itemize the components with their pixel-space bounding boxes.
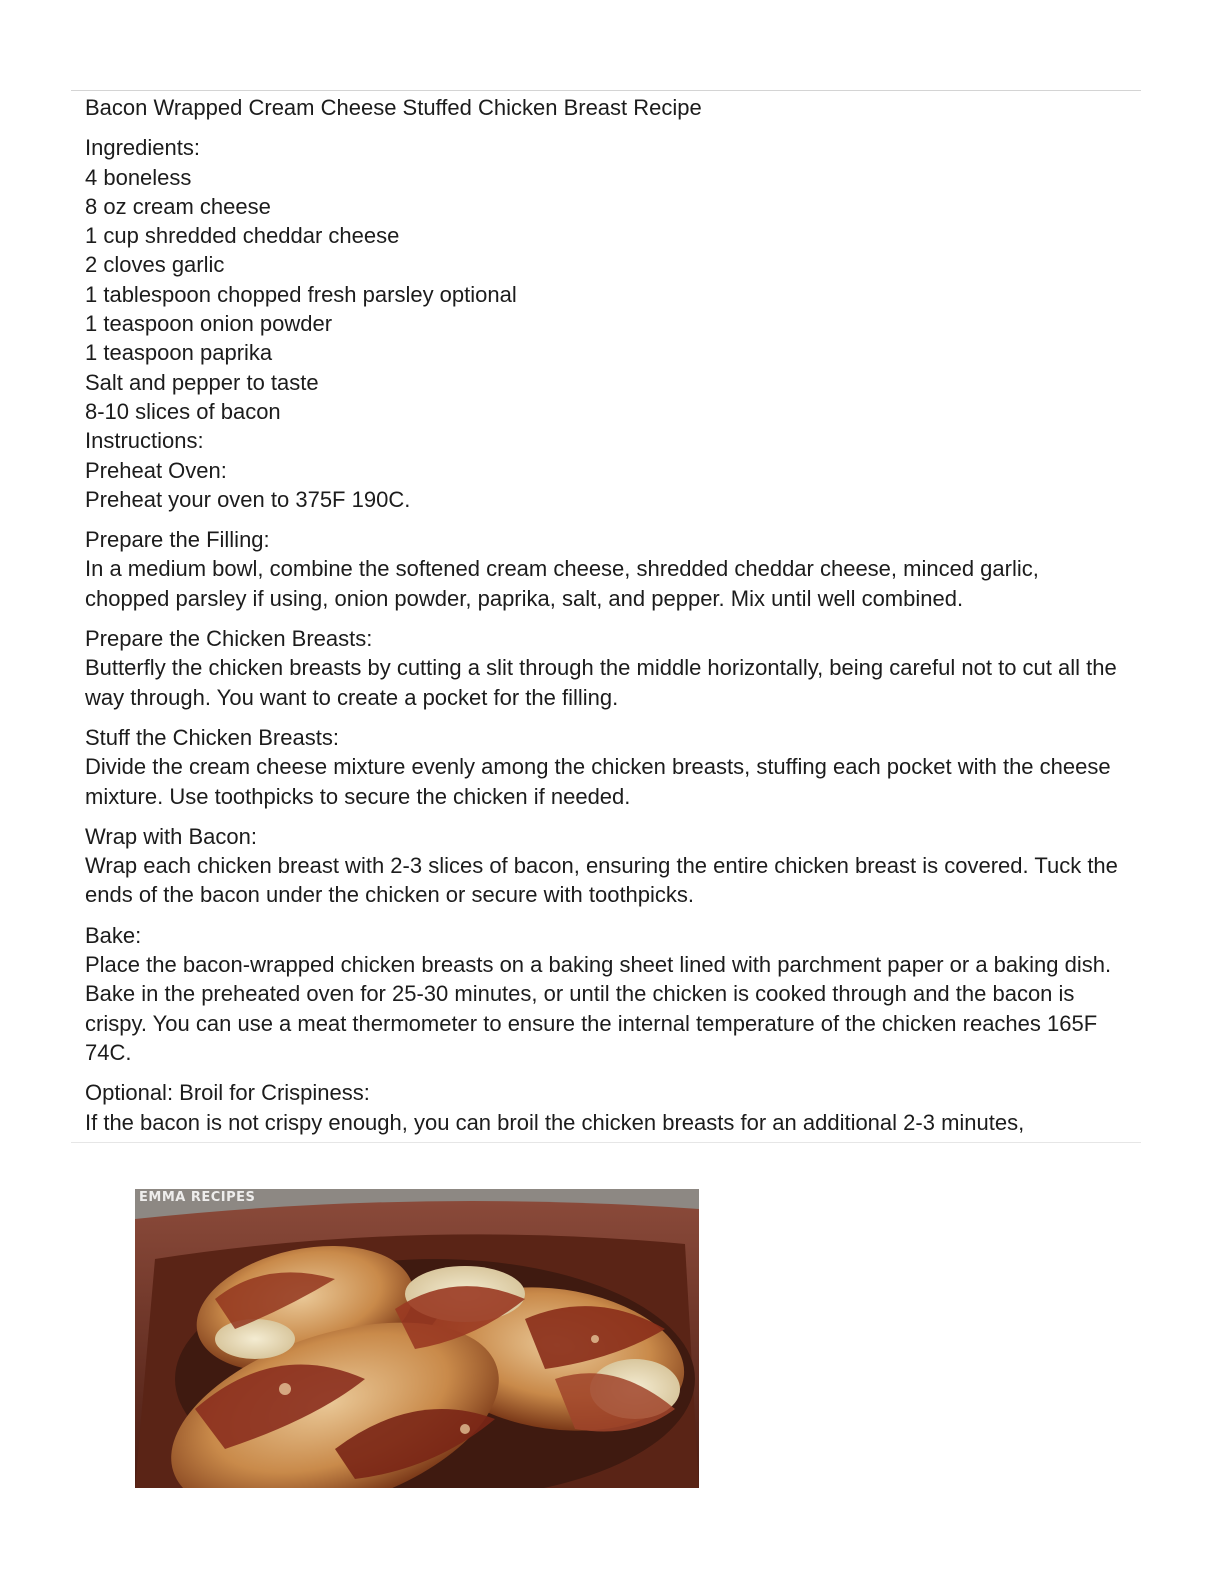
instructions-heading: Instructions: [85, 428, 204, 454]
ingredient-item: 1 teaspoon onion powder [85, 311, 333, 337]
step-bake [85, 921, 1127, 1067]
ingredient-item: 8-10 slices of bacon [85, 398, 281, 424]
step-stuff-chicken [85, 723, 1127, 811]
step-body: Divide the cream cheese mixture evenly among the chicken breasts, stuffing each pocket with the cheese mixture. Use toothpicks to secure the chicken if needed. [85, 754, 1111, 809]
step-preheat [85, 456, 1127, 515]
ingredient-item: Salt and pepper to taste [85, 369, 319, 395]
step-heading: Prepare the Chicken Breasts: [85, 626, 373, 652]
step-heading: Preheat Oven: [85, 457, 227, 483]
ingredient-item: 1 teaspoon paprika [85, 340, 273, 366]
step-wrap-bacon [85, 822, 1127, 910]
ingredient-item: 4 boneless [85, 164, 192, 190]
recipe-photo [135, 1189, 699, 1488]
bacon-chicken-illustration [135, 1189, 699, 1488]
step-broil [85, 1078, 1127, 1137]
step-body: If the bacon is not crispy enough, you can broil the chicken breasts for an additional 2-3 minutes, [85, 1109, 1025, 1135]
recipe-title: Bacon Wrapped Cream Cheese Stuffed Chicken Breast Recipe [85, 95, 702, 120]
step-body: Butterfly the chicken breasts by cutting a slit through the middle horizontally, being careful not to cut all the way through. You want to create a pocket for the filling. [85, 655, 1117, 710]
recipe-note [71, 90, 1141, 1143]
ingredient-item: 8 oz cream cheese [85, 193, 271, 219]
step-prepare-filling [85, 525, 1127, 613]
step-prepare-chicken [85, 624, 1127, 712]
step-body: Preheat your oven to 375F 190C. [85, 486, 411, 512]
ingredient-item: 1 tablespoon chopped fresh parsley optional [85, 281, 517, 307]
ingredient-item: 2 cloves garlic [85, 252, 225, 278]
photo-watermark: EMMA RECIPES [139, 1190, 256, 1205]
ingredients-heading: Ingredients: [85, 135, 200, 161]
step-body: In a medium bowl, combine the softened cream cheese, shredded cheddar cheese, minced garlic, chopped parsley if using, onion powder, paprika, salt, and pepper. Mix until well combined. [85, 556, 1039, 611]
step-heading: Prepare the Filling: [85, 527, 270, 553]
recipe-text [71, 91, 1141, 1137]
step-heading: Stuff the Chicken Breasts: [85, 724, 339, 750]
step-heading: Bake: [85, 922, 142, 948]
step-heading: Optional: Broil for Crispiness: [85, 1080, 370, 1106]
step-body: Place the bacon-wrapped chicken breasts on a baking sheet lined with parchment paper or a baking dish. Bake in the preheated oven for 25-30 minutes, or until the chicken is cooked through and the bacon is crispy. You can use a meat thermometer to ensure the internal temperature of the chicken reaches 165F 74C. [85, 952, 1112, 1065]
step-body: Wrap each chicken breast with 2-3 slices of bacon, ensuring the entire chicken breast is covered. Tuck the ends of the bacon under the chicken or secure with toothpicks. [85, 853, 1118, 908]
step-heading: Wrap with Bacon: [85, 823, 258, 849]
ingredient-item: 1 cup shredded cheddar cheese [85, 223, 400, 249]
ingredients-list [85, 163, 1127, 427]
